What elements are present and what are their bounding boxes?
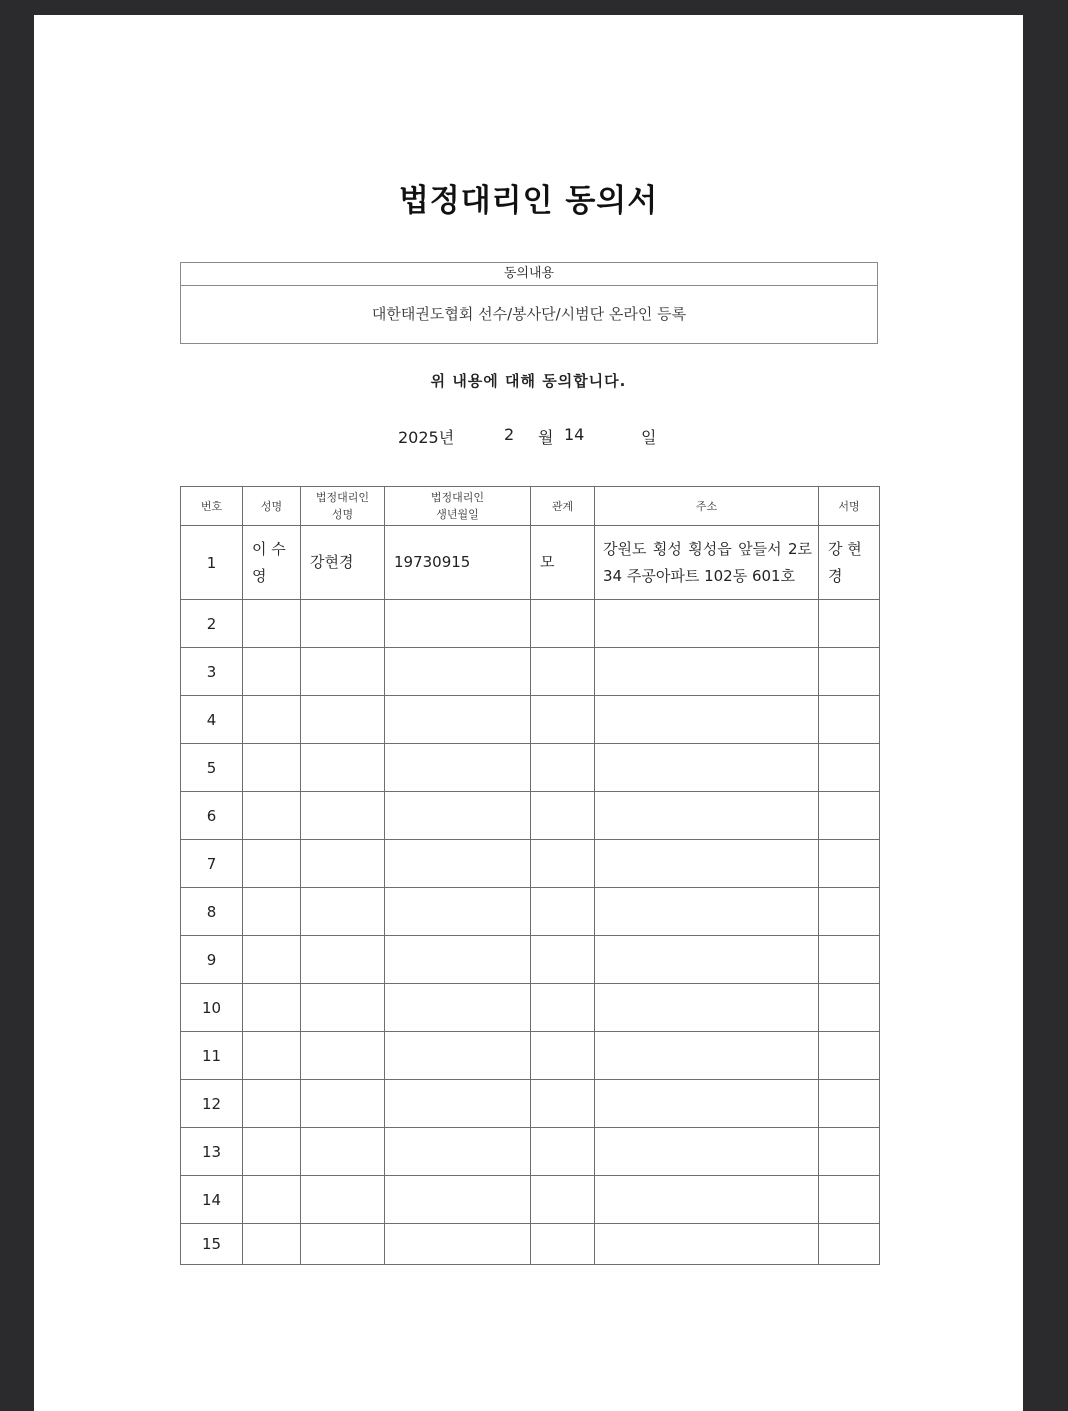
row-address (595, 1080, 819, 1128)
row-relation (531, 984, 595, 1032)
row-signature (819, 888, 880, 936)
row-number: 9 (181, 936, 243, 984)
row-guardian-name (301, 1128, 385, 1176)
header-guardian-birth-line1: 법정대리인 (430, 491, 485, 504)
row-address (595, 600, 819, 648)
table-row (181, 1176, 880, 1224)
row-number: 10 (181, 984, 243, 1032)
row-guardian-name: 강현경 (301, 526, 385, 600)
row-number: 8 (181, 888, 243, 936)
row-guardian-birth (385, 648, 531, 696)
table-row (181, 1224, 880, 1265)
table-row (181, 526, 880, 600)
row-relation (531, 936, 595, 984)
row-guardian-birth (385, 1224, 531, 1265)
row-guardian-birth (385, 984, 531, 1032)
row-signature (819, 648, 880, 696)
row-name (243, 792, 301, 840)
row-guardian-birth (385, 840, 531, 888)
row-number: 11 (181, 1032, 243, 1080)
row-name (243, 1032, 301, 1080)
row-guardian-birth (385, 600, 531, 648)
date-month-unit: 월 (538, 428, 554, 447)
header-name: 성명 (243, 487, 301, 526)
row-name (243, 936, 301, 984)
row-relation (531, 744, 595, 792)
header-guardian-birth-line2: 생년월일 (436, 508, 479, 521)
consent-content: 대한태권도협회 선수/봉사단/시범단 온라인 등록 (371, 305, 687, 323)
row-address (595, 888, 819, 936)
row-number: 6 (181, 792, 243, 840)
row-signature (819, 1128, 880, 1176)
row-guardian-name (301, 1224, 385, 1265)
row-number: 3 (181, 648, 243, 696)
row-name (243, 1176, 301, 1224)
table-row (181, 1080, 880, 1128)
row-relation (531, 696, 595, 744)
row-number: 5 (181, 744, 243, 792)
header-relation: 관계 (531, 487, 595, 526)
date-day-unit: 일 (641, 428, 657, 447)
row-number: 14 (181, 1176, 243, 1224)
row-address (595, 1224, 819, 1265)
row-guardian-name (301, 888, 385, 936)
row-name: 이 수 영 (243, 526, 301, 600)
row-guardian-birth (385, 888, 531, 936)
row-number: 7 (181, 840, 243, 888)
row-address (595, 1032, 819, 1080)
row-signature (819, 1032, 880, 1080)
row-guardian-name (301, 1176, 385, 1224)
header-guardian-name (301, 487, 385, 526)
row-number: 4 (181, 696, 243, 744)
row-address: 강원도 횡성 횡성읍 앞들서 2로34 주공아파트 102동 601호 (595, 526, 819, 600)
row-signature (819, 1176, 880, 1224)
row-signature (819, 1080, 880, 1128)
row-relation (531, 600, 595, 648)
table-row (181, 744, 880, 792)
date-year: 2025년 (398, 428, 455, 447)
table-row (181, 696, 880, 744)
row-relation (531, 792, 595, 840)
date-month: 2 (504, 425, 515, 444)
row-name (243, 744, 301, 792)
row-signature (819, 600, 880, 648)
row-guardian-name (301, 744, 385, 792)
table-row (181, 936, 880, 984)
row-guardian-name (301, 936, 385, 984)
row-relation (531, 1032, 595, 1080)
row-name (243, 984, 301, 1032)
table-row (181, 984, 880, 1032)
table-header-row (181, 487, 880, 526)
row-signature (819, 744, 880, 792)
document-title: 법정대리인 동의서 (398, 183, 659, 219)
row-relation (531, 648, 595, 696)
row-relation: 모 (531, 526, 595, 600)
agree-statement: 위 내용에 대해 동의합니다. (430, 372, 627, 390)
row-name (243, 1080, 301, 1128)
row-signature (819, 1224, 880, 1265)
header-guardian-name-line2: 성명 (331, 508, 354, 521)
row-guardian-name (301, 600, 385, 648)
row-address (595, 696, 819, 744)
row-guardian-name (301, 1080, 385, 1128)
table-row (181, 648, 880, 696)
row-signature (819, 792, 880, 840)
row-relation (531, 1080, 595, 1128)
row-relation (531, 1224, 595, 1265)
row-name (243, 840, 301, 888)
row-name (243, 888, 301, 936)
row-guardian-birth (385, 936, 531, 984)
row-address (595, 792, 819, 840)
row-relation (531, 1176, 595, 1224)
row-name (243, 696, 301, 744)
row-guardian-birth (385, 1080, 531, 1128)
row-relation (531, 1128, 595, 1176)
consent-heading: 동의내용 (181, 263, 877, 286)
row-guardian-name (301, 696, 385, 744)
row-address (595, 840, 819, 888)
row-relation (531, 840, 595, 888)
row-address (595, 1176, 819, 1224)
row-guardian-birth: 19730915 (385, 526, 531, 600)
row-guardian-name (301, 1032, 385, 1080)
row-address (595, 648, 819, 696)
row-number: 1 (181, 526, 243, 600)
row-guardian-name (301, 984, 385, 1032)
row-signature (819, 696, 880, 744)
consent-box (180, 262, 878, 344)
row-guardian-birth (385, 1128, 531, 1176)
row-signature: 강 현 경 (819, 526, 880, 600)
row-guardian-birth (385, 1176, 531, 1224)
row-name (243, 1128, 301, 1176)
guardian-table (180, 486, 880, 1265)
row-address (595, 1128, 819, 1176)
row-name (243, 1224, 301, 1265)
row-number: 13 (181, 1128, 243, 1176)
header-signature: 서명 (819, 487, 880, 526)
header-guardian-name-line1: 법정대리인 (315, 491, 370, 504)
date-day: 14 (564, 425, 585, 444)
table-row (181, 1128, 880, 1176)
table-body (181, 526, 880, 1265)
table-row (181, 792, 880, 840)
row-name (243, 600, 301, 648)
row-address (595, 984, 819, 1032)
header-address: 주소 (595, 487, 819, 526)
row-number: 2 (181, 600, 243, 648)
row-number: 12 (181, 1080, 243, 1128)
row-guardian-birth (385, 1032, 531, 1080)
row-guardian-birth (385, 792, 531, 840)
header-guardian-birth (385, 487, 531, 526)
table-row (181, 840, 880, 888)
row-signature (819, 984, 880, 1032)
table-row (181, 888, 880, 936)
table-row (181, 1032, 880, 1080)
row-guardian-birth (385, 744, 531, 792)
row-guardian-name (301, 792, 385, 840)
row-guardian-name (301, 840, 385, 888)
table-row (181, 600, 880, 648)
header-no: 번호 (181, 487, 243, 526)
row-guardian-name (301, 648, 385, 696)
document-page (34, 15, 1023, 1411)
row-guardian-birth (385, 696, 531, 744)
row-number: 15 (181, 1224, 243, 1265)
row-address (595, 744, 819, 792)
row-signature (819, 840, 880, 888)
row-address (595, 936, 819, 984)
row-relation (531, 888, 595, 936)
row-name (243, 648, 301, 696)
row-signature (819, 936, 880, 984)
